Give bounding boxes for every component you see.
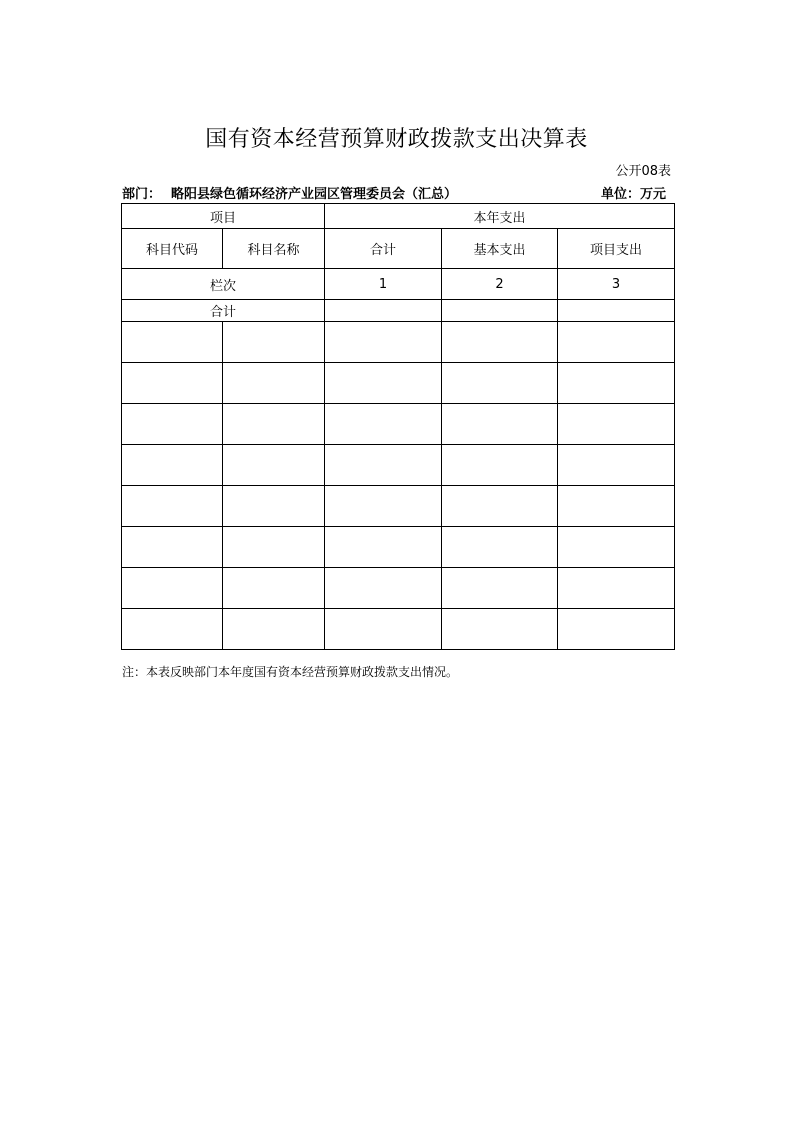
total-cell: [442, 300, 558, 322]
department: [122, 183, 467, 202]
table-cell: [122, 486, 223, 527]
total-row: [122, 300, 675, 322]
table-cell: [325, 568, 442, 609]
col-total-header: 合计: [325, 229, 442, 269]
table-cell: [122, 322, 223, 363]
header-row-2: [122, 229, 675, 269]
table-cell: [223, 609, 325, 650]
table-cell: [558, 404, 675, 445]
table-cell: [558, 445, 675, 486]
column-number: 1: [325, 269, 442, 300]
table-cell: [325, 363, 442, 404]
form-code: 公开08表: [615, 164, 671, 179]
page-title: 国有资本经营预算财政拨款支出决算表: [205, 127, 588, 152]
expenditure-table: [121, 203, 675, 650]
table-cell: [442, 486, 558, 527]
table-cell: [442, 363, 558, 404]
department-name: 略阳县绿色循环经济产业园区管理委员会（汇总）: [171, 187, 458, 202]
table-row: [122, 568, 675, 609]
table-cell: [325, 527, 442, 568]
table-cell: [325, 609, 442, 650]
col-name-header: 科目名称: [223, 229, 325, 269]
department-label: 部门：: [122, 187, 162, 202]
table-cell: [558, 609, 675, 650]
col-project-header: 项目支出: [558, 229, 675, 269]
table-cell: [442, 568, 558, 609]
col-code-header: 科目代码: [122, 229, 223, 269]
column-number: 2: [442, 269, 558, 300]
table-cell: [223, 527, 325, 568]
column-number-label: 栏次: [122, 269, 325, 300]
header-current-year: 本年支出: [325, 204, 675, 229]
table-cell: [558, 363, 675, 404]
table-cell: [325, 486, 442, 527]
table-cell: [223, 445, 325, 486]
table-cell: [122, 527, 223, 568]
table-cell: [558, 486, 675, 527]
table-cell: [558, 568, 675, 609]
table-row: [122, 486, 675, 527]
table-cell: [442, 527, 558, 568]
table-row: [122, 404, 675, 445]
header-row-1: [122, 204, 675, 229]
table-cell: [442, 445, 558, 486]
column-number-row: [122, 269, 675, 300]
table-cell: [223, 486, 325, 527]
table-cell: [442, 322, 558, 363]
unit-label: 单位：万元: [600, 187, 666, 202]
table-row: [122, 609, 675, 650]
table-cell: [325, 322, 442, 363]
table-cell: [122, 609, 223, 650]
table-cell: [558, 527, 675, 568]
table-cell: [442, 609, 558, 650]
footnote: 注：本表反映部门本年度国有资本经营预算财政拨款支出情况。: [122, 665, 459, 679]
total-cell: [325, 300, 442, 322]
table-cell: [442, 404, 558, 445]
table-row: [122, 527, 675, 568]
table-cell: [122, 363, 223, 404]
table-cell: [325, 445, 442, 486]
table-cell: [122, 568, 223, 609]
total-label: 合计: [122, 300, 325, 322]
header-item: 项目: [122, 204, 325, 229]
table-row: [122, 445, 675, 486]
table-cell: [122, 404, 223, 445]
table-cell: [223, 404, 325, 445]
table-row: [122, 363, 675, 404]
table-cell: [558, 322, 675, 363]
col-basic-header: 基本支出: [442, 229, 558, 269]
column-number: 3: [558, 269, 675, 300]
table-row: [122, 322, 675, 363]
table-cell: [223, 322, 325, 363]
table-cell: [223, 568, 325, 609]
table-cell: [122, 445, 223, 486]
table-cell: [325, 404, 442, 445]
total-cell: [558, 300, 675, 322]
table-cell: [223, 363, 325, 404]
